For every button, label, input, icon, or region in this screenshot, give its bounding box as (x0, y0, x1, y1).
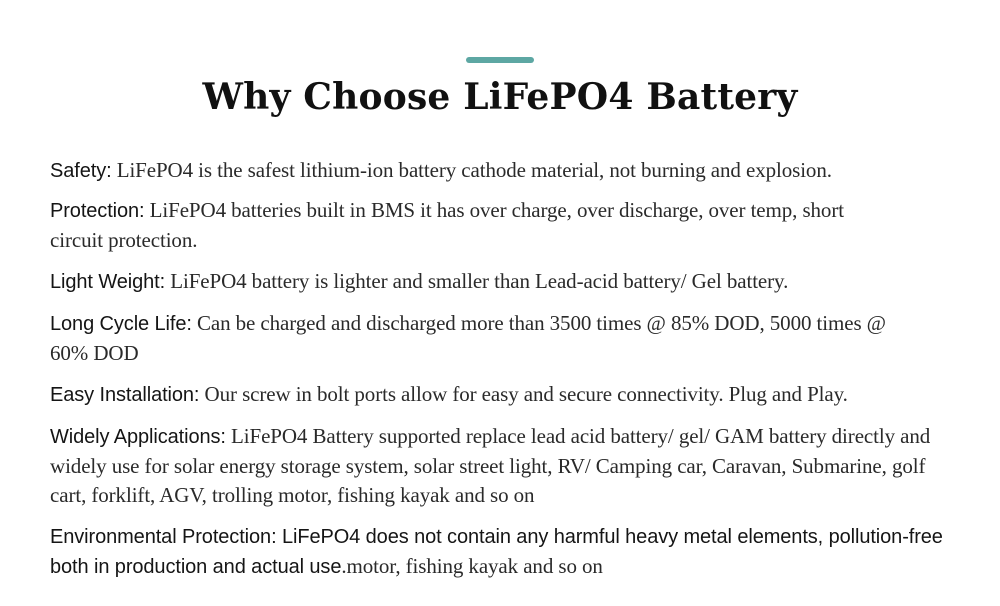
item-label: Safety: (50, 160, 112, 182)
item-label: Easy Installation: (50, 384, 200, 406)
list-item-protection (50, 196, 900, 255)
item-text: .motor, fishing kayak and so on (341, 554, 603, 578)
list-item-widely-applications (50, 422, 960, 510)
item-label: Long Cycle Life: (50, 313, 192, 335)
list-item-environmental-protection (50, 522, 950, 582)
list-item-safety (50, 156, 960, 186)
item-text-sans: : LiFePO4 does not contain any harmful heavy metal elements, pollution-free both in production and actual use (50, 526, 943, 578)
item-label: Light Weight: (50, 271, 166, 293)
item-text: Our screw in bolt ports allow for easy and secure connectivity. Plug and Play. (199, 382, 848, 406)
title-accent-bar (466, 57, 534, 63)
page-title: Why Choose LiFePO4 Battery (202, 76, 798, 118)
item-text: Can be charged and discharged more than 3500 times @ 85% DOD, 5000 times @ 60% DOD (50, 311, 886, 365)
item-text: LiFePO4 Battery supported replace lead acid battery/ gel/ GAM battery directly and widely use for solar energy storage system, solar street light, RV/ Camping car, Caravan, Submarine, golf cart, forklift, AGV, trolling motor, fishing kayak and so on (50, 424, 931, 507)
feature-list (50, 156, 960, 594)
item-text: LiFePO4 batteries built in BMS it has over charge, over discharge, over temp, short circuit protection. (50, 198, 844, 252)
list-item-easy-installation (50, 380, 960, 410)
list-item-long-cycle-life (50, 309, 890, 368)
item-text: LiFePO4 battery is lighter and smaller than Lead-acid battery/ Gel battery. (165, 269, 789, 293)
item-label: Widely Applications: (50, 426, 226, 448)
list-item-light-weight (50, 267, 960, 297)
item-text: LiFePO4 is the safest lithium-ion battery cathode material, not burning and explosion. (111, 158, 832, 182)
item-label: Protection: (50, 200, 145, 222)
item-label: Environmental Protection (50, 526, 272, 548)
